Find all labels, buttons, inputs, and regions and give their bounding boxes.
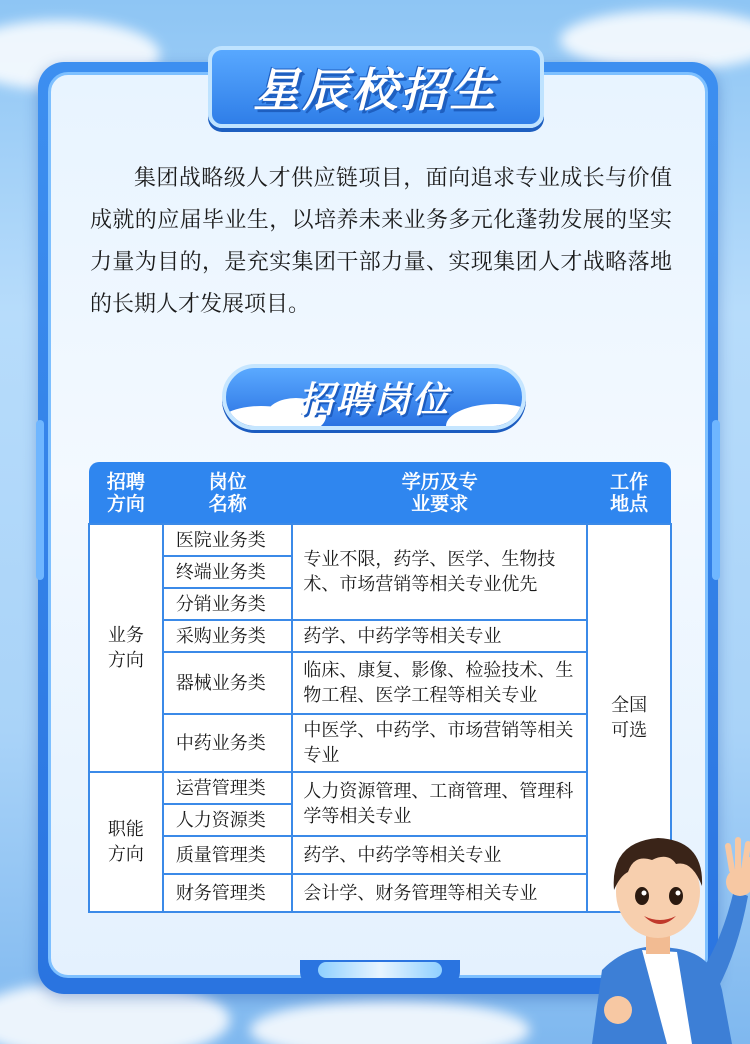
section-title: 招聘岗位 xyxy=(297,379,450,421)
background-cloud xyxy=(250,1000,530,1044)
requirement-cell: 药学、中药学等相关专业 xyxy=(292,620,587,652)
frame-bottom-tab-highlight xyxy=(318,962,442,978)
requirement-cell: 会计学、财务管理等相关专业 xyxy=(292,874,587,912)
header-direction: 招聘 方向 xyxy=(89,462,163,524)
location-cell: 全国 可选 xyxy=(587,524,671,912)
group-functional: 职能 方向 xyxy=(89,772,163,912)
position-cell: 分销业务类 xyxy=(163,588,293,620)
table-row xyxy=(89,620,671,652)
position-cell: 人力资源类 xyxy=(163,804,293,836)
requirement-cell: 专业不限，药学、医学、生物技术、市场营销等相关专业优先 xyxy=(292,524,587,620)
position-cell: 运营管理类 xyxy=(163,772,293,804)
table-row xyxy=(89,714,671,772)
page-title: 星辰校招生 xyxy=(253,63,499,117)
intro-paragraph: 集团战略级人才供应链项目，面向追求专业成长与价值成就的应届毕业生，以培养未来业务多元化蓬勃发展的坚实力量为目的，是充实集团干部力量、实现集团人才战略落地的长期人才发展项目。 xyxy=(90,166,672,317)
header-requirement: 学历及专 业要求 xyxy=(292,462,587,524)
position-cell: 财务管理类 xyxy=(163,874,293,912)
section-title-pill xyxy=(222,364,526,430)
header-location: 工作 地点 xyxy=(587,462,671,524)
requirement-cell: 人力资源管理、工商管理、管理科学等相关专业 xyxy=(292,772,587,836)
table-row xyxy=(89,524,671,556)
position-cell: 医院业务类 xyxy=(163,524,293,556)
position-cell: 器械业务类 xyxy=(163,652,293,714)
frame-side-bar-left xyxy=(36,420,44,580)
requirement-cell: 中医学、中药学、市场营销等相关专业 xyxy=(292,714,587,772)
requirement-cell: 临床、康复、影像、检验技术、生物工程、医学工程等相关专业 xyxy=(292,652,587,714)
position-cell: 质量管理类 xyxy=(163,836,293,874)
table-row xyxy=(89,772,671,804)
title-badge xyxy=(208,46,544,128)
student-mascot-illustration xyxy=(572,820,750,1044)
group-business: 业务 方向 xyxy=(89,524,163,772)
position-cell: 中药业务类 xyxy=(163,714,293,772)
frame-side-bar-right xyxy=(712,420,720,580)
position-cell: 终端业务类 xyxy=(163,556,293,588)
background-cloud xyxy=(560,10,750,70)
requirement-cell: 药学、中药学等相关专业 xyxy=(292,836,587,874)
table-row xyxy=(89,652,671,714)
position-cell: 采购业务类 xyxy=(163,620,293,652)
header-position: 岗位 名称 xyxy=(163,462,293,524)
